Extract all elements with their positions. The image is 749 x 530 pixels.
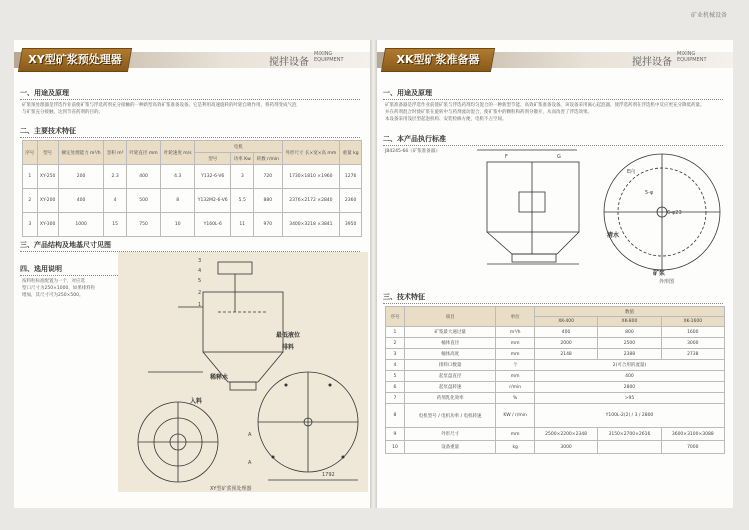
table-cell: 桶体直径	[404, 338, 496, 349]
left-category: 搅拌设备	[269, 57, 309, 68]
left-section-1-title: 一、用途及原理	[20, 89, 69, 97]
table-cell: 200	[58, 165, 104, 189]
table-cell: 个	[496, 360, 534, 371]
table-cell: 750	[126, 213, 160, 237]
table-cell: 设备重量	[404, 441, 496, 454]
table-cell: 2376×2172 ×2840	[282, 189, 340, 213]
table-cell: XY-300	[37, 213, 58, 237]
table-cell: 4	[104, 189, 126, 213]
table-cell: 2000	[534, 338, 597, 349]
table-cell: 1000	[58, 213, 104, 237]
drawing-label-feed: 入料	[190, 398, 203, 405]
table-cell: 880	[254, 189, 282, 213]
table-cell: 排料口数量	[404, 360, 496, 371]
table-cell: 500	[126, 189, 160, 213]
th-capacity: 额定处理能力 m³/h	[58, 141, 104, 165]
right-spec-table	[385, 306, 725, 454]
drawing-label-dilution-water: 稀释水	[210, 374, 229, 381]
drawing-caption: XY型矿浆预处理器	[210, 486, 252, 492]
table-cell: 1730×1810 ×1960	[282, 165, 340, 189]
drawing-label-a2: A	[248, 460, 252, 466]
right-page-note: 矿业机械设备	[690, 12, 727, 19]
table-row	[386, 327, 725, 338]
table-cell: >95	[534, 393, 724, 404]
xk-label-outline: 外形图	[659, 279, 675, 285]
drawing-label-min-level: 最低液位	[276, 332, 301, 339]
table-cell: 外形尺寸	[404, 428, 496, 441]
table-cell: 400	[126, 165, 160, 189]
table-cell: 起泵盘转速	[404, 382, 496, 393]
table-row	[23, 213, 362, 237]
table-cell: 800	[598, 327, 661, 338]
table-row	[386, 441, 725, 454]
table-cell: 720	[254, 165, 282, 189]
right-section-1-title: 一、用途及原理	[383, 89, 432, 97]
table-cell: 电机型号 / 电机功率 / 电机转速	[404, 404, 496, 428]
th-motor-rpm: 转数 r/min	[254, 153, 282, 165]
xy-technical-drawing	[118, 252, 368, 492]
table-cell: KW / r/min	[496, 404, 534, 428]
left-title: XY型矿浆预处理器	[28, 53, 122, 66]
xk-label-f: F	[505, 154, 508, 160]
table-cell: m³/h	[496, 327, 534, 338]
table-cell: 3150×2700×2616	[598, 428, 661, 441]
table-cell: 9	[386, 428, 405, 441]
table-cell: 2500	[598, 338, 661, 349]
drawing-label-discharge: 排料	[282, 344, 295, 351]
table-cell: %	[496, 393, 534, 404]
table-cell: XY-200	[37, 189, 58, 213]
xk-label-g: G	[557, 154, 561, 160]
table-cell: 2500×2200×2348	[534, 428, 597, 441]
table-cell: 11	[231, 213, 254, 237]
left-section-4-text: 按料粒标准配置为一个，对应选 型口尺寸为250×1000，如果排料粒 增加，其尺寸可为250×500。	[22, 279, 96, 298]
th-unit: 单位	[496, 307, 534, 327]
table-row	[386, 349, 725, 360]
right-section-2-text: JB4245-66《矿浆准备器》	[385, 149, 440, 154]
drawing-label-1: 1	[198, 302, 202, 308]
th-value: 数值	[534, 307, 724, 317]
table-cell: mm	[496, 349, 534, 360]
left-section-4-title: 四、选用说明	[20, 265, 62, 273]
right-category: 搅拌设备	[632, 57, 672, 68]
table-cell: 7	[386, 393, 405, 404]
th-item: 项目	[404, 307, 496, 327]
table-cell: mm	[496, 428, 534, 441]
table-row	[386, 382, 725, 393]
table-cell: 15	[104, 213, 126, 237]
table-cell: 8	[386, 404, 405, 428]
page-fold	[370, 40, 377, 508]
table-cell: Y132-6-V6	[195, 165, 231, 189]
table-cell: 400	[58, 189, 104, 213]
table-cell: Y160L-6	[195, 213, 231, 237]
table-row	[23, 165, 362, 189]
table-cell: 5	[386, 371, 405, 382]
table-row	[386, 404, 725, 428]
table-cell: 3600×3100×3088	[661, 428, 724, 441]
table-cell: 400	[534, 327, 597, 338]
table-cell: 10	[161, 213, 195, 237]
table-cell: r/min	[496, 382, 534, 393]
table-cell	[598, 441, 661, 454]
drawing-dimension-1792: 1792	[322, 472, 335, 478]
right-category-en: MIXING EQUIPMENT	[677, 51, 707, 63]
table-cell: 3000	[661, 338, 724, 349]
table-cell: 970	[254, 213, 282, 237]
th-motor-model: 型号	[195, 153, 231, 165]
table-cell: Y132M2-6-V6	[195, 189, 231, 213]
drawing-label-a1: A	[248, 432, 252, 438]
left-section-3-title: 三、产品结构及地基尺寸见图	[20, 241, 111, 249]
right-header	[377, 48, 733, 72]
th-motor-power: 功率 Kw	[231, 153, 254, 165]
th-xk800: XK-800	[598, 317, 661, 327]
table-cell: 2800	[534, 382, 724, 393]
table-row	[23, 189, 362, 213]
table-cell: 3	[231, 165, 254, 189]
drawing-label-2: 2	[198, 290, 202, 296]
right-section-3-title: 三、技术特征	[383, 293, 425, 301]
table-cell: 6	[386, 382, 405, 393]
table-cell: 400	[534, 371, 724, 382]
th-no: 序号	[23, 141, 38, 165]
table-cell: 8	[161, 189, 195, 213]
right-section-1-text: 矿浆准备器是浮选作业前使矿浆与浮选药剂均匀混合的一种新型节能、高效矿浆准备设备。该设备采用离心起泡器，使浮选药剂在浮选机中反应更充分降低药量。 并在药剂混合时使矿浆在旋转中与药剂流动混合，使矿浆中的颗粒和药剂分散开，从而改善了浮选效果。 本设备采用浅层型起泡机构、安装检修方便，电机不占空间。	[385, 103, 705, 122]
table-cell: 1	[23, 165, 38, 189]
xk-label-slurry: 矿浆	[653, 270, 666, 277]
left-page	[14, 40, 370, 508]
left-section-2-title: 二、主要技术特征	[20, 127, 76, 135]
table-cell: 3	[386, 349, 405, 360]
table-cell: 1600	[661, 327, 724, 338]
th-no: 序号	[386, 307, 405, 327]
table-cell: 2	[386, 338, 405, 349]
xk-label-e-view: E向	[627, 169, 636, 175]
table-cell: mm	[496, 371, 534, 382]
table-cell: 2(可合用的流量)	[534, 360, 724, 371]
right-title: XK型矿浆准备器	[396, 53, 480, 66]
right-title-tag	[381, 48, 495, 72]
th-model: 型号	[37, 141, 58, 165]
table-cell: 5.5	[231, 189, 254, 213]
xk-technical-drawing	[467, 142, 727, 282]
th-dimensions: 外形尺寸 长×宽×高 mm	[282, 141, 340, 165]
th-xk1600: XK-1600	[661, 317, 724, 327]
left-section-1-text: 矿浆预处理器是浮选作业前使矿浆与浮选药剂充分接触的一种新型高效矿浆准备设备。它是利用高速旋转的叶轮自吸作用，将药剂变成气泡 与矿浆充分接触，达到节省药剂的目的。	[22, 103, 297, 115]
table-cell: Y100L-2(2) / 3 / 2800	[534, 404, 724, 428]
table-cell: 4	[386, 360, 405, 371]
th-impeller-speed: 叶轮速度 m/s	[161, 141, 195, 165]
left-header	[14, 48, 370, 72]
left-title-tag	[18, 48, 132, 72]
table-cell: 2148	[534, 349, 597, 360]
table-cell: 药剂乳化效率	[404, 393, 496, 404]
table-cell: 3	[23, 213, 38, 237]
table-cell: 2388	[598, 349, 661, 360]
drawing-label-3: 3	[198, 258, 202, 264]
th-weight: 重量 kg	[340, 141, 362, 165]
right-page	[377, 12, 733, 508]
table-cell: 3400×3218 ×3841	[282, 213, 340, 237]
table-row	[386, 360, 725, 371]
table-cell: 4.3	[161, 165, 195, 189]
right-section-2-title: 二、本产品执行标准	[383, 135, 446, 143]
table-row	[386, 393, 725, 404]
table-row	[386, 428, 725, 441]
left-spec-table	[22, 140, 362, 237]
table-cell: 2360	[340, 189, 362, 213]
th-volume: 容积 m³	[104, 141, 126, 165]
table-cell: 3950	[340, 213, 362, 237]
table-cell: 桶体高度	[404, 349, 496, 360]
left-category-en: MIXING EQUIPMENT	[314, 51, 344, 63]
xk-label-clear-water: 清水	[607, 232, 620, 239]
xk-label-6phi23: 6-φ23	[667, 210, 682, 216]
table-cell: 3000	[534, 441, 597, 454]
th-xk400: XK-400	[534, 317, 597, 327]
table-row	[386, 371, 725, 382]
table-cell: 矿浆最大通过量	[404, 327, 496, 338]
table-cell: 1276	[340, 165, 362, 189]
table-cell: kg	[496, 441, 534, 454]
table-cell: mm	[496, 338, 534, 349]
xk-label-5phi: 5-φ	[645, 190, 654, 196]
drawing-label-5: 5	[198, 278, 202, 284]
table-cell: 2.3	[104, 165, 126, 189]
table-cell: 1	[386, 327, 405, 338]
table-cell: 2	[23, 189, 38, 213]
th-motor: 电机	[195, 141, 282, 153]
th-impeller-dia: 叶轮直径 mm	[126, 141, 160, 165]
table-row	[386, 338, 725, 349]
table-cell: XY-250	[37, 165, 58, 189]
table-cell: 2738	[661, 349, 724, 360]
table-cell: 起泵盘直径	[404, 371, 496, 382]
table-cell: 7000	[661, 441, 724, 454]
table-cell: 10	[386, 441, 405, 454]
drawing-label-4: 4	[198, 268, 202, 274]
